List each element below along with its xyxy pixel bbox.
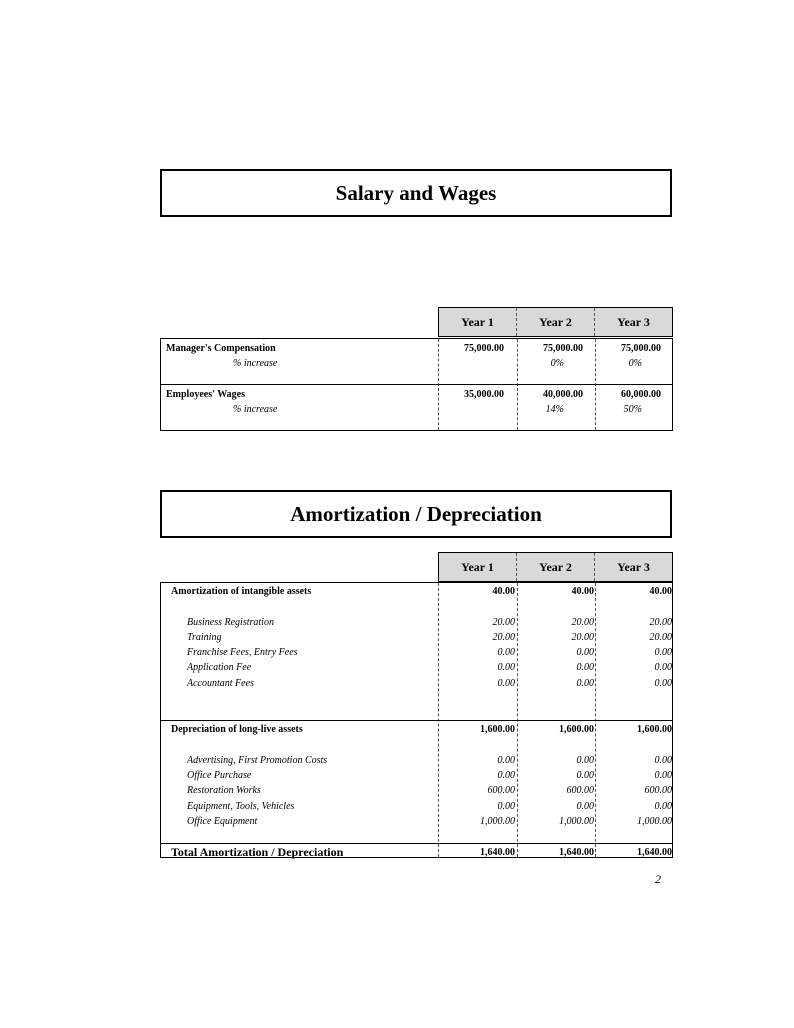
manager-year2: 75,000.00 [543,343,583,354]
intangible-year3: 40.00 [649,586,672,597]
intangible-item-year2: 0.00 [576,678,594,689]
total-year3: 1,640.00 [637,847,672,858]
depreciation-item-year3: 0.00 [654,801,672,812]
intangible-year1: 40.00 [492,586,515,597]
intangible-item-year2: 0.00 [576,647,594,658]
amort-header-row [438,552,673,582]
employees-year2: 40,000.00 [543,389,583,400]
intangible-item-year2: 20.00 [571,617,594,628]
employees-increase-year3: 50% [623,404,642,415]
depreciation-item-label: Office Purchase [187,770,252,781]
salary-header-year2: Year 2 [517,308,595,336]
amort-title: Amortization / Depreciation [160,490,672,538]
depreciation-label: Depreciation of long-live assets [171,724,303,735]
amort-header-year1: Year 1 [439,553,517,581]
depreciation-item-year2: 1,000.00 [559,816,594,827]
salary-header-row [438,307,673,337]
depreciation-item-year2: 0.00 [576,770,594,781]
depreciation-item-year1: 600.00 [487,785,515,796]
depreciation-item-year3: 1,000.00 [637,816,672,827]
amort-header-year3: Year 3 [617,559,650,574]
intangible-item-year3: 0.00 [654,678,672,689]
employees-increase-year2: 14% [545,404,564,415]
total-year1: 1,640.00 [480,847,515,858]
depreciation-item-label: Equipment, Tools, Vehicles [187,801,295,812]
intangible-item-year2: 20.00 [571,632,594,643]
depreciation-year3: 1,600.00 [637,724,672,735]
depreciation-item-year2: 0.00 [576,755,594,766]
manager-compensation-label: Manager's Compensation [166,343,276,354]
depreciation-item-year1: 0.00 [497,770,515,781]
employees-increase-label: % increase [233,404,278,415]
total-year2: 1,640.00 [559,847,594,858]
depreciation-item-year2: 0.00 [576,801,594,812]
page-number: 2 [655,872,661,886]
intangible-item-year1: 0.00 [497,662,515,673]
intangible-item-year1: 20.00 [492,617,515,628]
intangible-item-label: Application Fee [187,662,252,673]
depreciation-item-label: Restoration Works [187,785,261,796]
intangible-item-year1: 20.00 [492,632,515,643]
intangible-item-year3: 20.00 [649,632,672,643]
amort-header-year2: Year 2 [517,553,595,581]
intangible-item-year3: 0.00 [654,647,672,658]
salary-title: Salary and Wages [160,169,672,217]
employees-year1: 35,000.00 [464,389,504,400]
amort-body [160,582,673,858]
depreciation-item-label: Advertising, First Promotion Costs [187,755,328,766]
intangible-item-label: Training [187,632,222,643]
salary-body [160,338,673,431]
manager-increase-year2: 0% [550,358,564,369]
depreciation-item-label: Office Equipment [187,816,258,827]
depreciation-year1: 1,600.00 [480,724,515,735]
salary-header-year1: Year 1 [439,308,517,336]
salary-header-year3: Year 3 [617,314,650,329]
depreciation-year2: 1,600.00 [559,724,594,735]
salary-table [160,307,673,432]
manager-increase-label: % increase [233,358,278,369]
depreciation-item-year3: 0.00 [654,770,672,781]
intangible-item-year3: 0.00 [654,662,672,673]
depreciation-item-year1: 1,000.00 [480,816,515,827]
intangible-year2: 40.00 [571,586,594,597]
total-label: Total Amortization / Depreciation [171,845,344,859]
depreciation-item-year3: 0.00 [654,755,672,766]
manager-year1: 75,000.00 [464,343,504,354]
intangible-item-year1: 0.00 [497,678,515,689]
amort-table [160,552,673,858]
employees-wages-label: Employees' Wages [166,389,245,400]
intangible-item-year2: 0.00 [576,662,594,673]
intangible-item-label: Accountant Fees [187,678,254,689]
manager-year3: 75,000.00 [621,343,661,354]
depreciation-item-year3: 600.00 [644,785,672,796]
depreciation-item-year1: 0.00 [497,755,515,766]
intangible-item-year1: 0.00 [497,647,515,658]
depreciation-item-year1: 0.00 [497,801,515,812]
depreciation-item-year2: 600.00 [566,785,594,796]
employees-year3: 60,000.00 [621,389,661,400]
manager-increase-year3: 0% [628,358,642,369]
intangible-item-label: Franchise Fees, Entry Fees [187,647,298,658]
intangible-item-year3: 20.00 [649,617,672,628]
intangible-label: Amortization of intangible assets [171,586,312,597]
intangible-item-label: Business Registration [187,617,274,628]
